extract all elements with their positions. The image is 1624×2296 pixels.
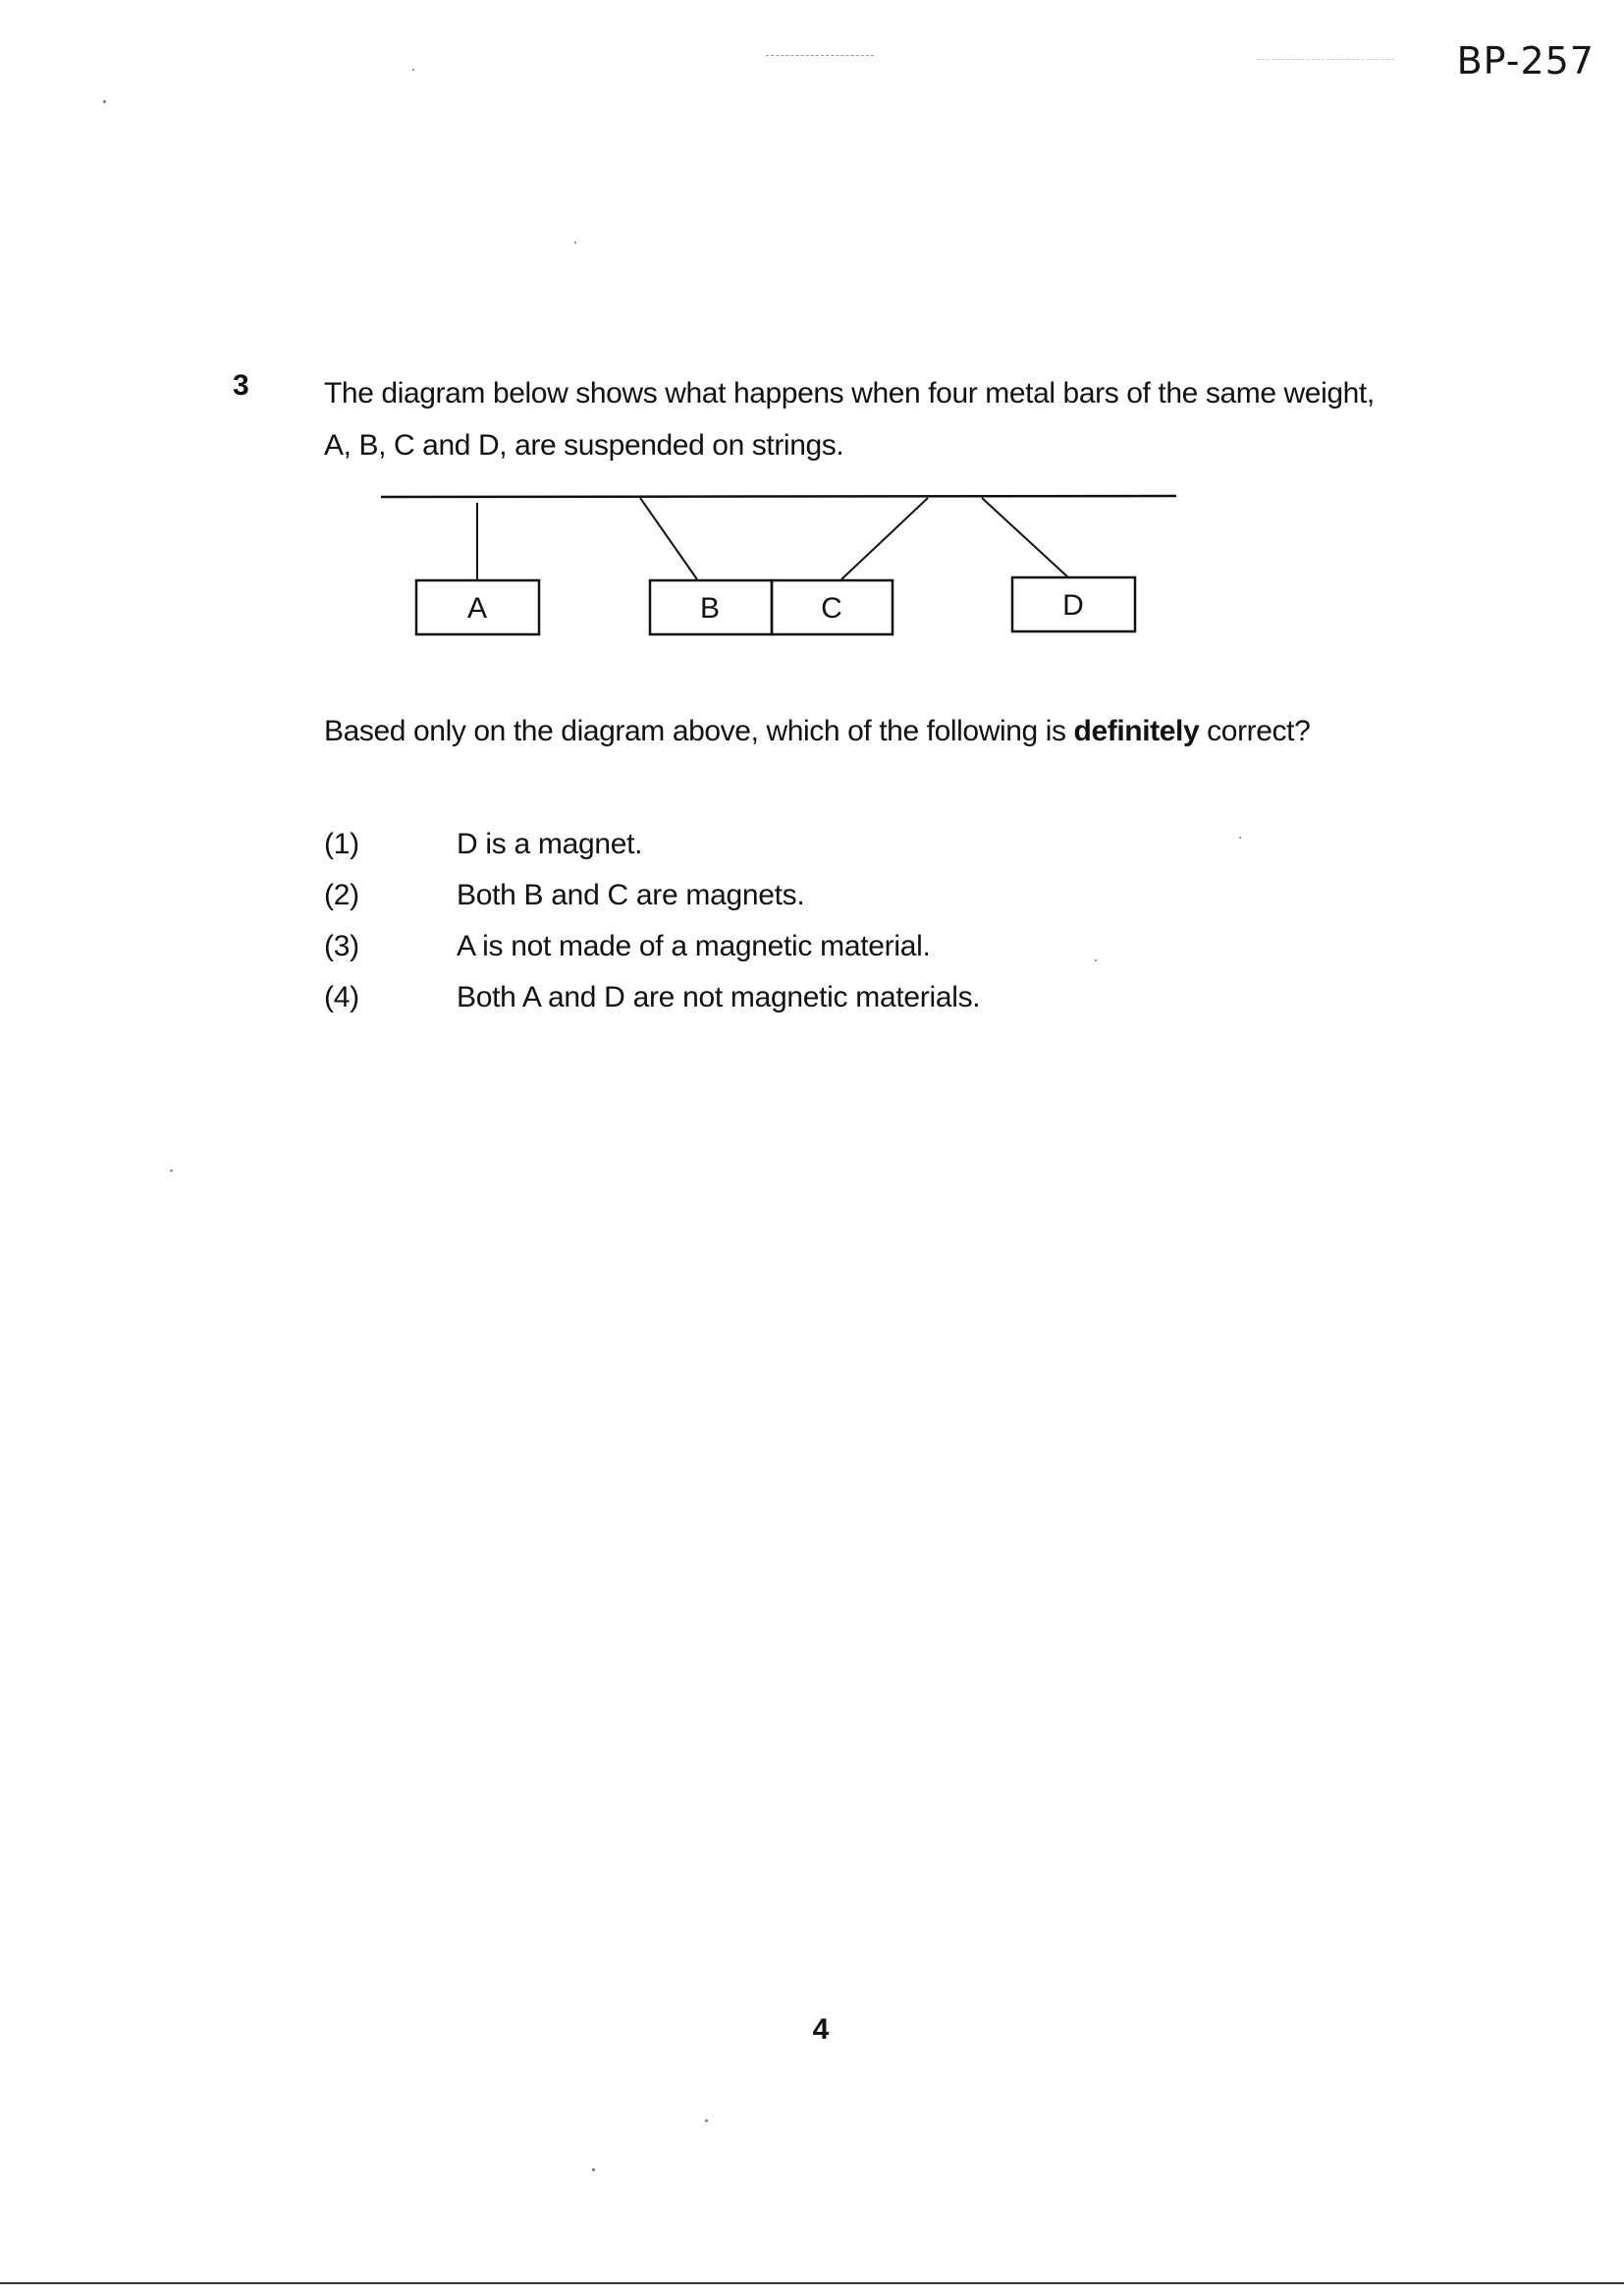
question-number: 3 [233, 369, 249, 402]
scan-speck [412, 69, 414, 71]
string-b [640, 498, 697, 579]
question-text-line-2: A, B, C and D, are suspended on strings. [324, 429, 844, 462]
question-text [324, 367, 1502, 471]
answer-option [324, 972, 980, 1023]
bar-c-label: C [821, 592, 842, 625]
option-number: (3) [324, 930, 359, 962]
option-number: (2) [324, 879, 359, 911]
question-prompt [324, 715, 1310, 748]
option-text: A is not made of a magnetic material. [457, 930, 931, 962]
scan-artifact [1257, 59, 1394, 61]
option-text: Both B and C are magnets. [457, 879, 805, 911]
option-text: Both A and D are not magnetic materials. [457, 981, 981, 1013]
scan-speck [574, 242, 576, 244]
string-c [841, 498, 928, 579]
prompt-before: Based only on the diagram above, which of the following is [324, 715, 1074, 747]
question-text-line-1: The diagram below shows what happens when four metal bars of the same weight, [324, 377, 1375, 410]
option-number: (1) [324, 828, 359, 860]
scan-speck [103, 100, 106, 103]
scan-artifact [766, 55, 874, 57]
answer-option [324, 819, 980, 870]
scan-speck [1095, 959, 1097, 961]
suspended-bars-diagram [373, 486, 1188, 648]
answer-options [324, 819, 980, 1023]
scan-speck [1239, 837, 1241, 839]
support-rod [381, 496, 1176, 497]
scan-speck [705, 2119, 708, 2122]
scan-speck [592, 2168, 595, 2171]
page-code: BP-257 [1456, 39, 1595, 82]
prompt-after: correct? [1199, 715, 1311, 747]
bar-b-label: B [699, 592, 721, 625]
string-d [982, 498, 1068, 577]
option-number: (4) [324, 981, 359, 1013]
scan-speck [170, 1170, 173, 1172]
answer-option [324, 921, 980, 972]
bar-a-label: A [466, 592, 488, 625]
option-text: D is a magnet. [457, 828, 643, 860]
bar-d-label: D [1062, 589, 1084, 622]
answer-option [324, 870, 980, 921]
page-number: 4 [812, 2013, 830, 2046]
prompt-emphasis: definitely [1073, 715, 1200, 747]
bottom-rule [0, 2282, 1624, 2284]
